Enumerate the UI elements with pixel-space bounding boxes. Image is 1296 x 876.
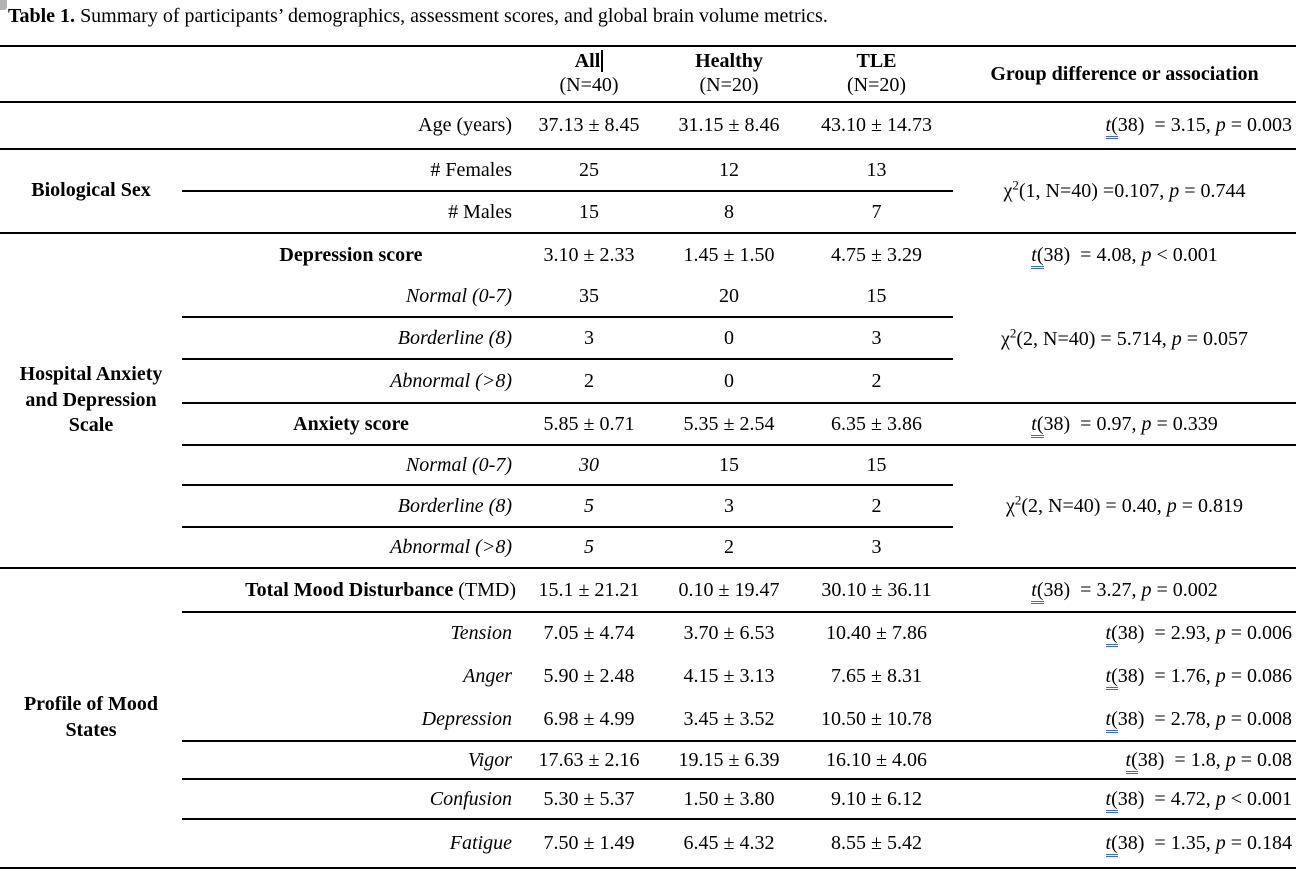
row-label-tmd: Total Mood Disturbance (TMD) [182, 568, 520, 612]
col-header-all-n: (N=40) [559, 74, 619, 96]
row-dep-normal [0, 276, 1296, 317]
row-poms-depression [0, 699, 1296, 741]
grammar-mark: t( [1031, 413, 1043, 438]
row-label-anx-normal: Normal (0-7) [182, 445, 520, 485]
col-header-tle-label: TLE [856, 50, 897, 73]
cell-fatigue-all: 7.50 ± 1.49 [520, 819, 658, 868]
cell-dep-borderline-tle: 3 [800, 317, 953, 359]
cell-anger-healthy: 4.15 ± 3.13 [683, 665, 775, 687]
row-label-fatigue: Fatigue [182, 819, 520, 868]
cell-confusion-tle: 9.10 ± 6.12 [800, 779, 953, 819]
col-header-healthy-n: (N=20) [699, 74, 759, 96]
grammar-mark: t( [1106, 622, 1118, 647]
col-header-healthy-label: Healthy [695, 50, 763, 73]
cell-tension-healthy: 3.70 ± 6.53 [683, 622, 775, 644]
cell-anger-tle: 7.65 ± 8.31 [831, 665, 922, 687]
cell-poms-depression-tle: 10.50 ± 10.78 [800, 699, 953, 741]
table-caption-label: Table 1. [8, 5, 76, 27]
table-header [0, 46, 1296, 102]
group-label-depression-score: Hospital Anxiety and Depression Scale [0, 233, 182, 568]
cell-depression-score-healthy: 1.45 ± 1.50 [683, 243, 775, 266]
row-label-anxiety-score: Anxiety score [182, 403, 520, 445]
row-label-dep-borderline: Borderline (8) [182, 317, 520, 359]
cell-dep-borderline-all: 3 [520, 317, 658, 359]
row-confusion [0, 779, 1296, 819]
cell-tmd-tle: 30.10 ± 36.11 [800, 568, 953, 612]
stat-anx-normal: $\chi^2(2$, N=40) = 0.40, p = 0.819 [953, 445, 1296, 568]
cell-age-all: 37.13 ± 8.45 [520, 102, 658, 149]
cell-females-tle: 13 [800, 149, 953, 191]
grammar-mark: t( [1106, 788, 1118, 813]
cell-anx-abnormal-tle: 3 [800, 527, 953, 568]
table-caption [8, 5, 828, 28]
cell-poms-depression-all: 6.98 ± 4.99 [520, 699, 658, 741]
cell-dep-normal-all: 35 [520, 276, 658, 317]
cell-dep-abnormal-healthy: 0 [658, 359, 800, 403]
col-header-tle-n: (N=20) [846, 74, 907, 96]
cell-males-healthy: 8 [658, 191, 800, 233]
row-age [0, 102, 1296, 149]
col-header-stat [953, 46, 1296, 102]
cell-dep-normal-healthy: 20 [658, 276, 800, 317]
grammar-mark: t( [1031, 244, 1043, 269]
col-header-all [520, 46, 658, 102]
stat-age: t(38) = 3.15, p = 0.003 [953, 102, 1296, 149]
corner-artifact [0, 0, 7, 10]
cell-tmd-all: 15.1 ± 21.21 [520, 568, 658, 612]
cell-vigor-tle: 16.10 ± 4.06 [800, 741, 953, 779]
text-cursor [601, 50, 603, 72]
row-label-age: Age (years) [182, 102, 520, 149]
cell-anxiety-score-healthy: 5.35 ± 2.54 [658, 403, 800, 445]
grammar-mark: t( [1106, 708, 1118, 733]
cell-poms-depression-healthy: 3.45 ± 3.52 [658, 699, 800, 741]
row-label-confusion: Confusion [182, 779, 520, 819]
cell-age-healthy: 31.15 ± 8.46 [658, 102, 800, 149]
row-fatigue [0, 819, 1296, 868]
cell-fatigue-healthy: 6.45 ± 4.32 [658, 819, 800, 868]
cell-depression-score-tle: 4.75 ± 3.29 [831, 243, 922, 266]
stat-tension: t(38) = 2.93, p = 0.006 [953, 612, 1296, 654]
cell-tension-tle: 10.40 ± 7.86 [826, 622, 927, 644]
cell-vigor-all: 17.63 ± 2.16 [520, 741, 658, 779]
stat-tmd: t(38) = 3.27, p = 0.002 [953, 568, 1296, 612]
col-header-tle [800, 46, 953, 102]
row-females [0, 149, 1296, 191]
row-label-tension: Tension [450, 622, 512, 644]
cell-anx-borderline-healthy: 3 [658, 485, 800, 527]
stat-vigor: t(38) = 1.8, p = 0.08 [953, 741, 1296, 779]
row-anx-normal [0, 445, 1296, 485]
cell-anx-borderline-tle: 2 [800, 485, 953, 527]
row-label-dep-abnormal: Abnormal (>8) [182, 359, 520, 403]
grammar-mark: t( [1106, 665, 1118, 690]
cell-females-all: 25 [520, 149, 658, 191]
cell-confusion-healthy: 1.50 ± 3.80 [658, 779, 800, 819]
cell-anxiety-score-all: 5.85 ± 0.71 [520, 403, 658, 445]
col-header-all-label: All [520, 50, 658, 74]
cell-anx-normal-tle: 15 [800, 445, 953, 485]
cell-anx-borderline-all: 5 [520, 485, 658, 527]
stat-anxiety-score: t(38) = 0.97, p = 0.339 [953, 403, 1296, 445]
group-label-tmd: Profile of Mood States [0, 568, 182, 868]
group-label-females: Biological Sex [0, 149, 182, 233]
row-label-anger: Anger [463, 665, 512, 687]
cell-anger-all: 5.90 ± 2.48 [543, 665, 635, 687]
cell-anx-abnormal-healthy: 2 [658, 527, 800, 568]
cell-anx-abnormal-all: 5 [520, 527, 658, 568]
cell-females-healthy: 12 [658, 149, 800, 191]
header-empty-cell [0, 46, 520, 102]
grammar-mark: t( [1106, 114, 1118, 139]
row-label-poms-depression: Depression [182, 699, 520, 741]
row-anger [0, 654, 1296, 699]
stat-poms-depression: t(38) = 2.78, p = 0.008 [953, 699, 1296, 741]
cell-anx-normal-all: 30 [520, 445, 658, 485]
row-label-vigor: Vigor [182, 741, 520, 779]
cell-anx-normal-healthy: 15 [658, 445, 800, 485]
row-tmd [0, 568, 1296, 612]
row-anxiety-score [0, 403, 1296, 445]
row-label-anx-abnormal: Abnormal (>8) [182, 527, 520, 568]
stat-dep-normal: $\chi^2(2$, N=40) = 5.714, p = 0.057 [953, 276, 1296, 403]
row-depression-score [0, 233, 1296, 276]
col-header-healthy [658, 46, 800, 102]
row-vigor [0, 741, 1296, 779]
group-empty-age [0, 102, 182, 149]
row-label-dep-normal: Normal (0-7) [182, 276, 520, 317]
row-tension [0, 612, 1296, 654]
table-body [0, 102, 1296, 868]
cell-vigor-healthy: 19.15 ± 6.39 [658, 741, 800, 779]
row-label-depression-score: Depression score [279, 243, 423, 266]
cell-dep-abnormal-tle: 2 [800, 359, 953, 403]
stat-confusion: t(38) = 4.72, p < 0.001 [953, 779, 1296, 819]
cell-dep-normal-tle: 15 [800, 276, 953, 317]
cell-dep-borderline-healthy: 0 [658, 317, 800, 359]
grammar-mark: t( [1126, 749, 1138, 774]
cell-dep-abnormal-all: 2 [520, 359, 658, 403]
grammar-mark: t( [1031, 579, 1043, 604]
stat-anger: t(38) = 1.76, p = 0.086 [953, 654, 1296, 699]
cell-males-tle: 7 [800, 191, 953, 233]
header-row [0, 46, 1296, 102]
row-label-males: # Males [182, 191, 520, 233]
cell-tmd-healthy: 0.10 ± 19.47 [658, 568, 800, 612]
grammar-mark: t( [1106, 832, 1118, 857]
stat-fatigue: t(38) = 1.35, p = 0.184 [953, 819, 1296, 868]
row-label-anx-borderline: Borderline (8) [182, 485, 520, 527]
cell-males-all: 15 [520, 191, 658, 233]
table-caption-text: Summary of participants’ demographics, assessment scores, and global brain volume metrics. [75, 5, 828, 27]
cell-age-tle: 43.10 ± 14.73 [800, 102, 953, 149]
stat-females: $\chi^2(1$, N=40) =0.107, p = 0.744 [953, 149, 1296, 233]
cell-confusion-all: 5.30 ± 5.37 [520, 779, 658, 819]
col-header-stat-label: Group difference or association [990, 62, 1259, 85]
stat-depression-score: t(38) = 4.08, p < 0.001 [953, 233, 1296, 276]
cell-fatigue-tle: 8.55 ± 5.42 [800, 819, 953, 868]
cell-anxiety-score-tle: 6.35 ± 3.86 [800, 403, 953, 445]
cell-tension-all: 7.05 ± 4.74 [543, 622, 635, 644]
table-1 [0, 45, 1296, 869]
cell-depression-score-all: 3.10 ± 2.33 [543, 243, 635, 266]
row-label-females: # Females [182, 149, 520, 191]
